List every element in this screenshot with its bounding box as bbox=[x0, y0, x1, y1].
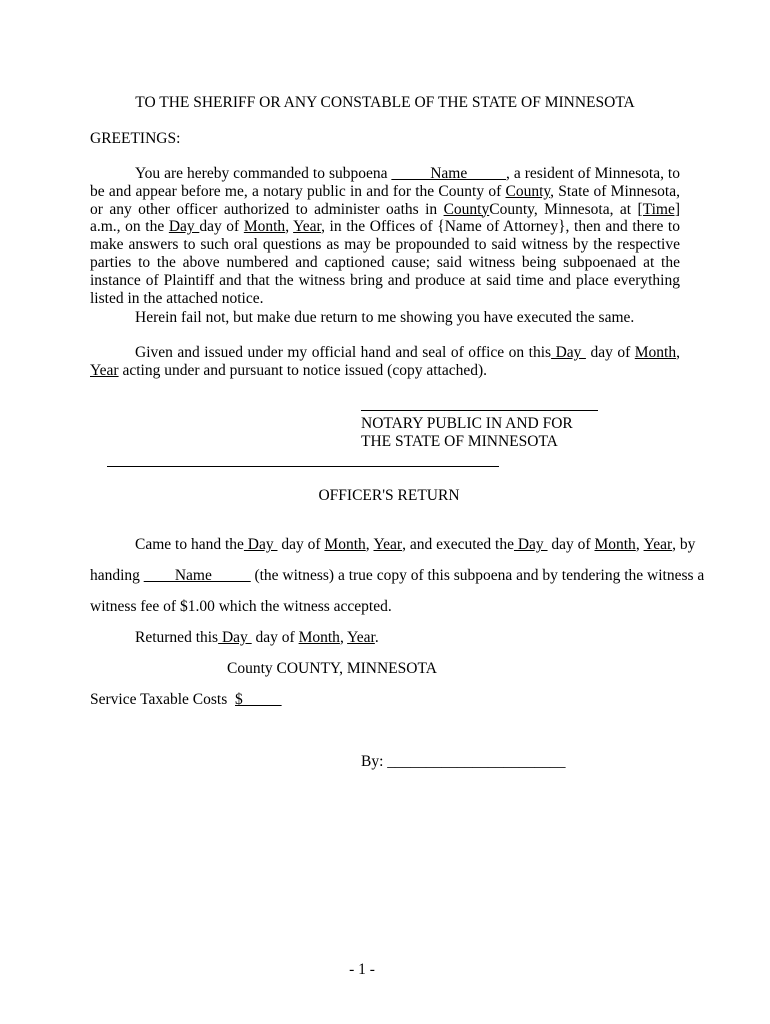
year-field: Year bbox=[90, 361, 119, 379]
text: You are hereby commanded to subpoena bbox=[135, 165, 392, 182]
text: Given and issued under my official hand and seal of office on this bbox=[135, 344, 552, 361]
text: , bbox=[285, 218, 294, 236]
witness-name-field: ____Name_____ bbox=[143, 567, 251, 584]
notary-title-line1: NOTARY PUBLIC IN AND FOR bbox=[361, 415, 573, 432]
text: acting under and pursuant to notice issued (copy attached). bbox=[118, 361, 488, 379]
text: day of bbox=[251, 629, 299, 646]
text: , bbox=[676, 344, 680, 361]
text: day of bbox=[277, 536, 325, 553]
text: , bbox=[365, 536, 374, 553]
service-costs-value: $_____ bbox=[235, 691, 282, 708]
by-signature bbox=[361, 753, 566, 771]
county-field: County bbox=[443, 200, 490, 218]
text: handing bbox=[90, 567, 144, 584]
text: County, Minnesota, at bbox=[489, 200, 638, 218]
time-field: [Time] bbox=[637, 200, 680, 218]
service-costs bbox=[90, 691, 282, 709]
day-field: Day bbox=[218, 629, 252, 646]
month-field: Month bbox=[298, 629, 340, 646]
service-costs-label: Service Taxable Costs bbox=[90, 691, 235, 708]
text: , in the Offices of {Name of Attorney}, then and there to make answers to such oral questions as may be propounded to said witness by the respective parties to the above numbered and captioned cause; said witness being subpoenaed at the instance of Plaintiff and that the witness bring and produce at said time and place everything listed in the attached notice. bbox=[90, 218, 680, 307]
witness-name-field: _____Name_____ bbox=[391, 165, 506, 182]
month-field: Month bbox=[243, 218, 286, 236]
text: a.m., on the bbox=[90, 218, 169, 236]
text: . bbox=[374, 629, 379, 646]
section-divider bbox=[107, 466, 499, 467]
return-line-2 bbox=[90, 567, 705, 585]
text: (the witness) a true copy of this subpoena and by tendering the witness a bbox=[250, 567, 705, 584]
county-line: County COUNTY, MINNESOTA bbox=[227, 660, 437, 677]
by-signature-blank: _______________________ bbox=[387, 753, 566, 770]
year-field: Year bbox=[373, 536, 403, 553]
month-field: Month bbox=[634, 344, 677, 361]
text: Came to hand the bbox=[135, 536, 244, 553]
text: , and executed the bbox=[402, 536, 514, 553]
returned-line bbox=[135, 629, 379, 647]
day-field: Day bbox=[513, 536, 548, 553]
text: , by bbox=[672, 536, 696, 553]
year-field: Year bbox=[293, 218, 322, 236]
document-heading: TO THE SHERIFF OR ANY CONSTABLE OF THE STATE OF MINNESOTA bbox=[135, 94, 635, 111]
text: day of bbox=[585, 344, 635, 361]
text: , bbox=[339, 629, 348, 646]
text: Returned this bbox=[135, 629, 219, 646]
officers-return-heading: OFFICER'S RETURN bbox=[318, 487, 460, 504]
year-field: Year bbox=[347, 629, 375, 646]
by-label: By: bbox=[361, 753, 388, 770]
day-field: Day bbox=[243, 536, 278, 553]
fail-not-paragraph: Herein fail not, but make due return to me showing you have executed the same. bbox=[135, 309, 635, 326]
page-number: - 1 - bbox=[349, 961, 375, 978]
month-field: Month bbox=[324, 536, 366, 553]
notary-title-line2: THE STATE OF MINNESOTA bbox=[361, 433, 558, 450]
text: day of bbox=[547, 536, 595, 553]
command-paragraph bbox=[90, 165, 680, 307]
greetings-label: GREETINGS: bbox=[90, 130, 181, 147]
day-field: Day bbox=[168, 218, 200, 236]
year-field: Year bbox=[643, 536, 673, 553]
county-field: County bbox=[505, 182, 551, 200]
month-field: Month bbox=[594, 536, 636, 553]
text: , bbox=[635, 536, 644, 553]
return-line-3: witness fee of $1.00 which the witness accepted. bbox=[90, 598, 392, 615]
notary-signature-line bbox=[361, 410, 598, 411]
text: , a resident of Minnesota, to be and appear before me, a notary public in and for the County of bbox=[90, 165, 680, 200]
given-paragraph bbox=[90, 344, 680, 380]
return-line-1 bbox=[135, 536, 696, 554]
day-field: Day bbox=[551, 344, 586, 361]
text: day of bbox=[199, 218, 244, 236]
text: , State of Minnesota, or any other officer authorized to administer oaths in bbox=[90, 182, 680, 218]
